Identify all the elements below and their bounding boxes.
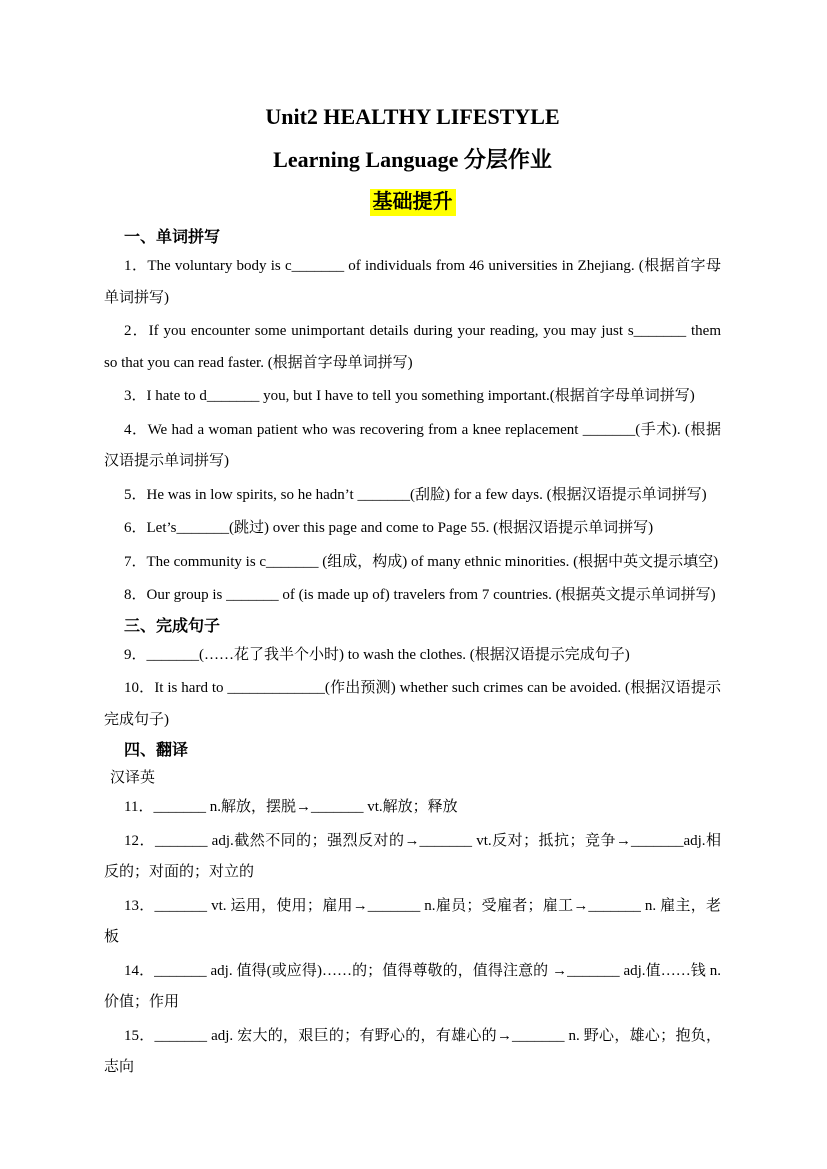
exercise-item-12: 12．_______ adj.截然不同的；强烈反对的→_______ vt.反对；抵抗；竞争→_______adj.相反的；对面的；对立的 — [104, 832, 721, 880]
doc-title: Unit2 HEALTHY LIFESTYLE — [265, 104, 560, 129]
exercise-item-13: 13．_______ vt. 运用，使用；雇用→_______ n.雇员；受雇者；雇工→_______ n. 雇主，老板 — [104, 897, 721, 945]
exercise-item-2: 2．If you encounter some unimportant details during your reading, you may just s_______ them so that you can read faster. (根据首字母单词拼写) — [104, 323, 721, 371]
badge-row — [104, 189, 721, 217]
exercise-item-3: 3．I hate to d_______ you, but I have to tell you something important.(根据首字母单词拼写) — [124, 388, 695, 404]
level-badge: 基础提升 — [370, 189, 456, 216]
exercise-item-14: 14．_______ adj. 值得(或应得)……的；值得尊敬的，值得注意的 →_______ adj.值……钱 n.价值；作用 — [104, 962, 721, 1010]
section-heading-translation: 四、翻译 — [124, 742, 189, 759]
exercise-item-5: 5．He was in low spirits, so he hadn’t _______(刮脸) for a few days. (根据汉语提示单词拼写) — [124, 486, 707, 503]
exercise-item-4: 4．We had a woman patient who was recovering from a knee replacement _______(手术). (根据汉语提示单词拼写) — [104, 421, 721, 469]
doc-subtitle: Learning Language 分层作业 — [273, 147, 552, 172]
exercise-item-8: 8．Our group is _______ of (is made up of) travelers from 7 countries. (根据英文提示单词拼写) — [124, 587, 716, 603]
exercise-item-9: 9．_______(……花了我半个小时) to wash the clothes. (根据汉语提示完成句子) — [124, 646, 630, 663]
exercise-item-6: 6．Let’s_______(跳过) over this page and come to Page 55. (根据汉语提示单词拼写) — [124, 520, 654, 536]
exercise-item-10: 10．It is hard to _____________(作出预测) whether such crimes can be avoided. (根据汉语提示完成句子) — [104, 680, 721, 728]
exercise-item-7: 7．The community is c_______ (组成，构成) of many ethnic minorities. (根据中英文提示填空) — [124, 553, 719, 570]
translation-direction-label: 汉译英 — [110, 770, 156, 786]
exercise-item-15: 15．_______ adj. 宏大的，艰巨的；有野心的，有雄心的→_______ n. 野心，雄心；抱负，志向 — [104, 1027, 721, 1075]
exercise-item-1: 1．The voluntary body is c_______ of individuals from 46 universities in Zhejiang. (根据首字母单词拼写) — [104, 258, 721, 306]
section-heading-complete-sentences: 三、完成句子 — [124, 617, 221, 635]
section-heading-word-spelling: 一、单词拼写 — [124, 229, 221, 246]
exercise-item-11: 11．_______ n.解放，摆脱→_______ vt.解放；释放 — [124, 799, 458, 815]
